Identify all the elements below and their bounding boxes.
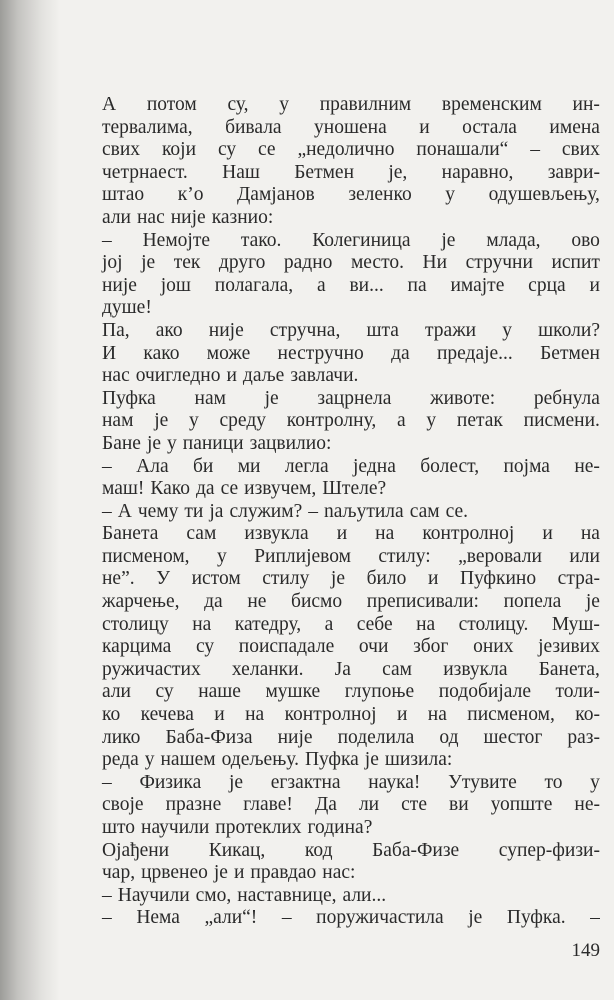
text-line: Бане је у паници зацвилио:	[102, 432, 332, 454]
book-gutter-shadow	[0, 0, 60, 1000]
text-line: – Ала би ми легла једна болест, појма не-	[102, 455, 600, 477]
text-line: маш! Како да се извучем, Штеле?	[102, 478, 387, 500]
text-line: – Физика је егзактна наука! Утувите то у	[102, 771, 600, 793]
text-line: – Немојте тако. Колегиница је млада, ово	[102, 229, 600, 251]
text-line: – Нема „али“! – поружичастила је Пуфка. –	[102, 907, 600, 929]
text-line: није још полагала, а ви... па имајте срца и	[102, 274, 600, 296]
text-line: – А чему ти ја служим? – naљутила сам се.	[102, 500, 469, 522]
text-line: свих који су се „недолично понашали“ – свих	[102, 139, 600, 161]
text-line: душе!	[102, 297, 152, 319]
text-line: своје празне главе! Да ли сте ви уопште не-	[102, 794, 600, 816]
text-line: ружичастих хеланки. Ја сам извукла Банета,	[102, 658, 600, 680]
text-line: писменом, у Риплијевом стилу: „веровали или	[102, 545, 600, 567]
text-line: И како може нестручно да предаје... Бетмен	[102, 342, 600, 364]
text-line: што научили протеклих година?	[102, 817, 373, 838]
text-line: али су наше мушке глупоње подобијале толи-	[102, 681, 600, 703]
text-line: нам је у среду контролну, а у петак писмени.	[102, 410, 600, 432]
body-text	[102, 94, 600, 930]
text-line: карцима су поиспадале очи због оних језивих	[102, 636, 600, 658]
text-line: – Научили смо, наставнице, али...	[102, 884, 387, 906]
text-line: не”. У истом стилу је било и Пуфкино стра-	[102, 568, 600, 590]
text-line: нас очигледно и даље завлачи.	[102, 365, 359, 387]
text-line: јој је тек друго радно место. Ни стручни испит	[102, 252, 600, 274]
text-line: ко кечева и на контролној и на писменом, ко-	[102, 704, 600, 726]
text-line: жарчење, да не бисмо преписивали: попела је	[102, 591, 600, 613]
text-line: Па, ако није стручна, шта тражи у школи?	[102, 319, 600, 341]
text-line: Пуфка нам је зацрнела животе: ребнула	[102, 387, 600, 409]
text-line: тервалима, бивала уношена и остала имена	[102, 116, 600, 138]
text-line: али нас није казнио:	[102, 206, 274, 228]
text-line: штао к’о Дамјанов зеленко у одушевљењу,	[102, 184, 600, 206]
page-number: 149	[571, 940, 600, 961]
text-line: лико Баба-Физа није поделила од шестог раз-	[102, 726, 600, 748]
text-line: четрнаест. Наш Бетмен је, наравно, заври-	[102, 161, 600, 183]
text-line: Банета сам извукла и на контролној и на	[102, 523, 600, 545]
text-line: Ојађени Кикац, код Баба-Физе супер-физи-	[102, 839, 600, 861]
text-line: А потом су, у правилним временским ин-	[102, 94, 600, 115]
text-line: столицу на катедру, а себе на столицу. Муш-	[102, 613, 600, 635]
text-line: чар, црвенео је и правдао нас:	[102, 862, 356, 884]
text-line: реда у нашем одељењу. Пуфка је шизила:	[102, 749, 453, 771]
